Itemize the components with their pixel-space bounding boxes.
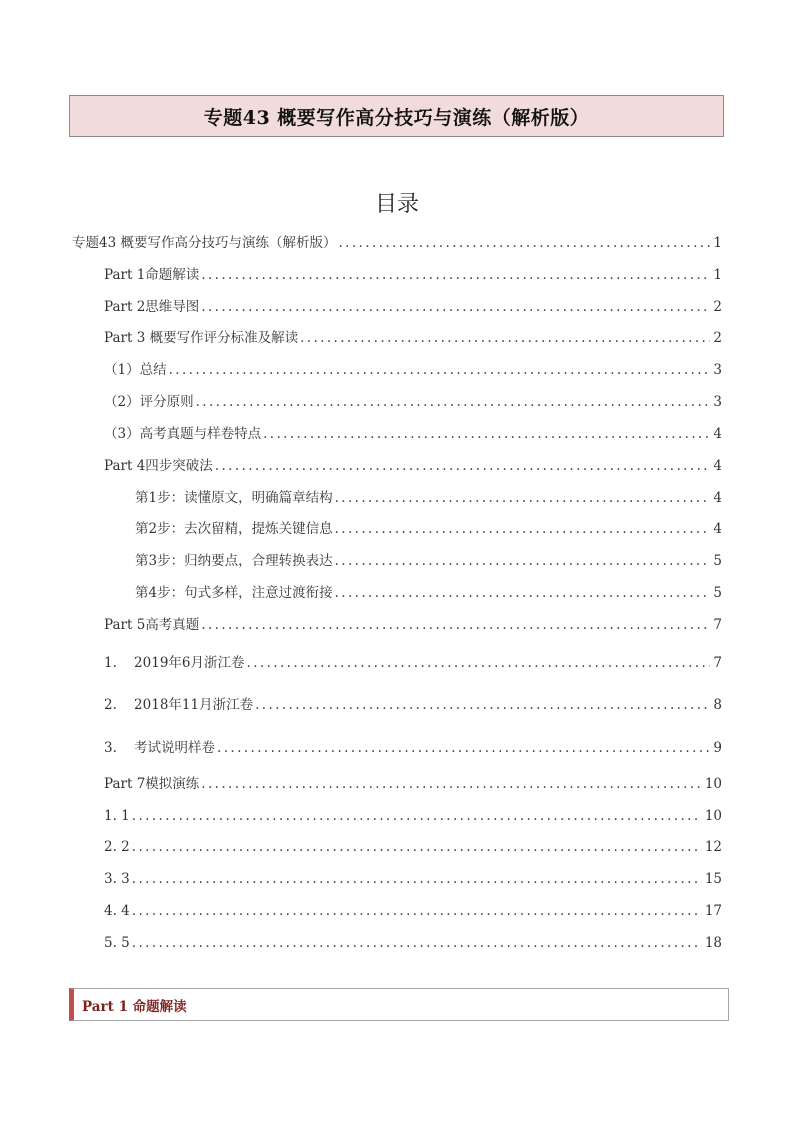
toc-leader-dots xyxy=(201,775,702,793)
toc-entry-page: 2 xyxy=(713,299,722,315)
toc-entry-text: Part 3 概要写作评分标准及解读 xyxy=(104,330,299,346)
toc-leader-dots xyxy=(335,552,711,570)
toc-entry-text: 2. 2 xyxy=(104,839,130,855)
toc-entry-step3[interactable] xyxy=(135,548,722,570)
toc-leader-dots xyxy=(169,361,711,379)
toc-leader-dots xyxy=(132,838,702,856)
toc-entry-text: 3. 3 xyxy=(104,871,130,887)
toc-entry-page: 3 xyxy=(713,362,722,378)
toc-entry-practice-5[interactable] xyxy=(104,930,722,952)
toc-entry-page: 7 xyxy=(713,655,722,671)
toc-entry-page: 3 xyxy=(713,394,722,410)
toc-entry-text: 专题43 概要写作高分技巧与演练（解析版） xyxy=(72,235,337,251)
toc-entry-text: Part 2思维导图 xyxy=(104,299,200,315)
toc-entry-text: 第2步：去次留精，提炼关键信息 xyxy=(135,521,333,537)
toc-entry-page: 8 xyxy=(713,697,722,713)
toc-entry-page: 2 xyxy=(713,330,722,346)
toc-leader-dots xyxy=(201,616,710,634)
toc-leader-dots xyxy=(132,807,702,825)
toc-entry-exam-2019[interactable] xyxy=(104,650,722,672)
toc-leader-dots xyxy=(132,870,702,888)
toc-leader-dots xyxy=(335,584,711,602)
toc-entry-text: 第1步：读懂原文，明确篇章结构 xyxy=(135,490,333,506)
toc-entry-text: 第3步：归纳要点，合理转换表达 xyxy=(135,553,333,569)
toc-leader-dots xyxy=(201,298,710,316)
toc-entry-page: 10 xyxy=(704,808,722,824)
toc-entry-part5[interactable] xyxy=(104,612,722,634)
toc-entry-page: 4 xyxy=(713,458,722,474)
toc-entry-step4[interactable] xyxy=(135,580,722,602)
toc-leader-dots xyxy=(263,425,710,443)
toc-entry-page: 1 xyxy=(713,267,722,283)
toc-entry-text: 5. 5 xyxy=(104,935,130,951)
toc-leader-dots xyxy=(335,489,711,507)
toc-entry-text: Part 1命题解读 xyxy=(104,267,200,283)
toc-entry-page: 5 xyxy=(713,553,722,569)
toc-entry-text: （1）总结 xyxy=(104,362,167,378)
toc-entry-page: 1 xyxy=(713,235,722,251)
toc-leader-dots xyxy=(132,934,702,952)
toc-entry-text: Part 7模拟演练 xyxy=(104,776,200,792)
toc-entry-sample-paper[interactable] xyxy=(104,735,722,757)
toc-entry-text: 4. 4 xyxy=(104,903,130,919)
toc-entry-page: 9 xyxy=(713,740,722,756)
toc-entry-text: Part 5高考真题 xyxy=(104,617,200,633)
toc-entry-page: 18 xyxy=(704,935,722,951)
toc-leader-dots xyxy=(335,520,711,538)
toc-entry-text: 3. 考试说明样卷 xyxy=(104,740,216,756)
toc-leader-dots xyxy=(215,457,711,475)
toc-leader-dots xyxy=(201,266,710,284)
toc-entry-page: 4 xyxy=(713,521,722,537)
toc-entry-part3[interactable] xyxy=(104,325,722,347)
toc-entry-title[interactable] xyxy=(72,230,722,252)
toc-entry-part1[interactable] xyxy=(104,262,722,284)
toc-entry-text: （3）高考真题与样卷特点 xyxy=(104,426,262,442)
toc-entry-practice-2[interactable] xyxy=(104,834,722,856)
toc-leader-dots xyxy=(338,234,710,252)
section-heading-text: Part 1 命题解读 xyxy=(82,998,187,1015)
toc-entry-step2[interactable] xyxy=(135,516,722,538)
toc-leader-dots xyxy=(247,654,711,672)
toc-leader-dots xyxy=(217,739,710,757)
toc-entry-exam-2018[interactable] xyxy=(104,692,722,714)
toc-entry-part4[interactable] xyxy=(104,453,722,475)
toc-entry-part7[interactable] xyxy=(104,771,722,793)
toc-entry-exam-features[interactable] xyxy=(104,421,722,443)
toc-entry-step1[interactable] xyxy=(135,485,722,507)
toc-entry-page: 4 xyxy=(713,490,722,506)
toc-entry-summary[interactable] xyxy=(104,357,722,379)
toc-entry-practice-3[interactable] xyxy=(104,866,722,888)
toc-entry-part2[interactable] xyxy=(104,294,722,316)
toc-heading: 目录 xyxy=(374,192,419,217)
toc-entry-text: （2）评分原则 xyxy=(104,394,194,410)
toc-entry-text: Part 4四步突破法 xyxy=(104,458,213,474)
toc-entry-page: 10 xyxy=(704,776,722,792)
toc-entry-page: 15 xyxy=(704,871,722,887)
toc-entry-scoring-principles[interactable] xyxy=(104,389,722,411)
toc-entry-text: 2. 2018年11月浙江卷 xyxy=(104,697,254,713)
toc-leader-dots xyxy=(196,393,711,411)
toc-entry-page: 7 xyxy=(713,617,722,633)
toc-entry-practice-1[interactable] xyxy=(104,803,722,825)
toc-leader-dots xyxy=(132,902,702,920)
toc-entry-text: 1. 2019年6月浙江卷 xyxy=(104,655,245,671)
toc-entry-practice-4[interactable] xyxy=(104,898,722,920)
toc-entry-text: 1. 1 xyxy=(104,808,130,824)
toc-entry-page: 5 xyxy=(713,585,722,601)
toc-entry-page: 4 xyxy=(713,426,722,442)
section-heading-part1 xyxy=(69,988,729,1021)
toc-entry-page: 12 xyxy=(704,839,722,855)
toc-leader-dots xyxy=(300,329,710,347)
toc-entry-text: 第4步：句式多样，注意过渡衔接 xyxy=(135,585,333,601)
document-title: 专题43 概要写作高分技巧与演练（解析版） xyxy=(69,95,724,137)
toc-leader-dots xyxy=(255,696,710,714)
toc-entry-page: 17 xyxy=(704,903,722,919)
